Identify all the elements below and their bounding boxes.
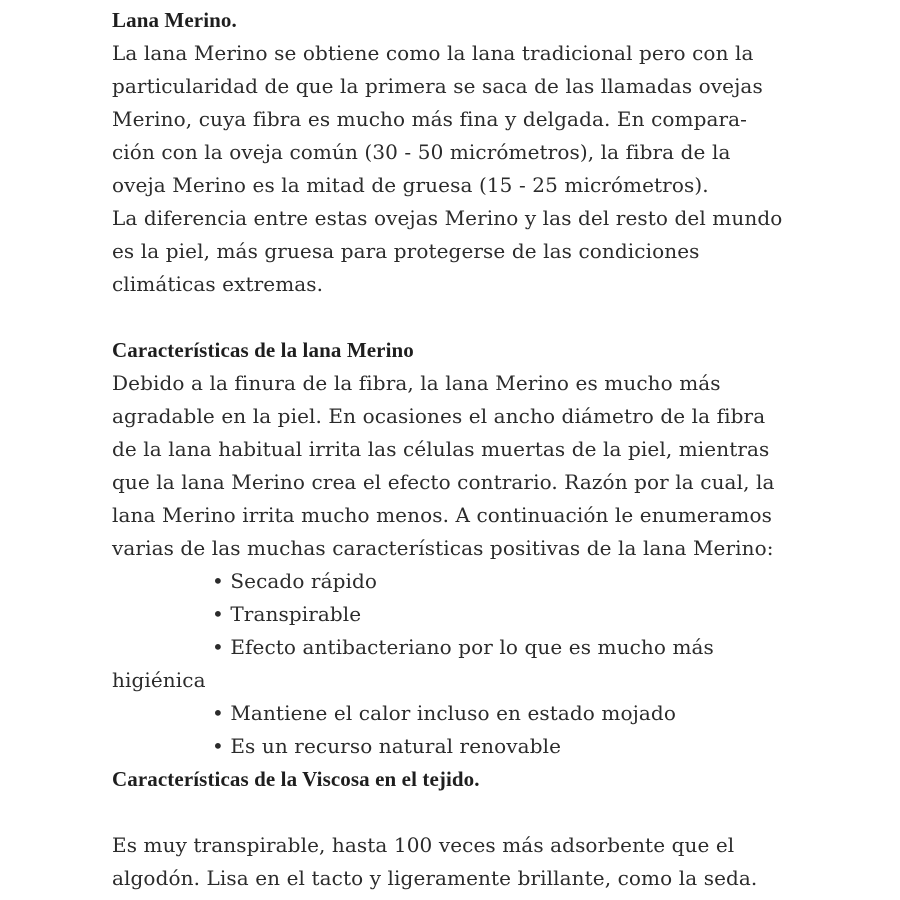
paragraph-line: agradable en la piel. En ocasiones el ancho diámetro de la fibra [112,404,766,428]
paragraph-line: particularidad de que la primera se saca de las llamadas ovejas [112,74,763,98]
paragraph-line: Merino, cuya fibra es mucho más fina y delgada. En compara- [112,107,748,131]
section-heading-lana-merino: Lana Merino. [112,8,237,32]
bullet-item: • Secado rápido [212,569,378,593]
bullet-item: • Transpirable [212,602,362,626]
paragraph-line: Es muy transpirable, hasta 100 veces más adsorbente que el [112,833,735,857]
paragraph-line: algodón. Lisa en el tacto y ligeramente brillante, como la seda. [112,866,758,890]
section-heading-caracteristicas-merino: Características de la lana Merino [112,338,414,362]
paragraph-line: climáticas extremas. [112,272,324,296]
bullet-item: • Es un recurso natural renovable [212,734,562,758]
paragraph-line: La diferencia entre estas ovejas Merino y las del resto del mundo [112,206,783,230]
paragraph-line: de la lana habitual irrita las células muertas de la piel, mientras [112,437,770,461]
paragraph-line: es la piel, más gruesa para protegerse de las condiciones [112,239,700,263]
paragraph-line: Debido a la finura de la fibra, la lana Merino es mucho más [112,371,721,395]
bullet-item: • Efecto antibacteriano por lo que es mucho más [212,635,714,659]
spacer [112,796,900,829]
paragraph-line: lana Merino irrita mucho menos. A continuación le enumeramos [112,503,772,527]
paragraph-line: oveja Merino es la mitad de gruesa (15 - 25 micrómetros). [112,173,709,197]
bullet-item-continuation: higiénica [112,668,206,692]
paragraph-line: La lana Merino se obtiene como la lana tradicional pero con la [112,41,754,65]
paragraph-line: ción con la oveja común (30 - 50 micrómetros), la fibra de la [112,140,731,164]
paragraph-line: que la lana Merino crea el efecto contrario. Razón por la cual, la [112,470,775,494]
spacer [112,301,900,334]
section-heading-viscosa: Características de la Viscosa en el tejido. [112,767,480,791]
paragraph-line: varias de las muchas características positivas de la lana Merino: [112,536,774,560]
bullet-item: • Mantiene el calor incluso en estado mojado [212,701,676,725]
